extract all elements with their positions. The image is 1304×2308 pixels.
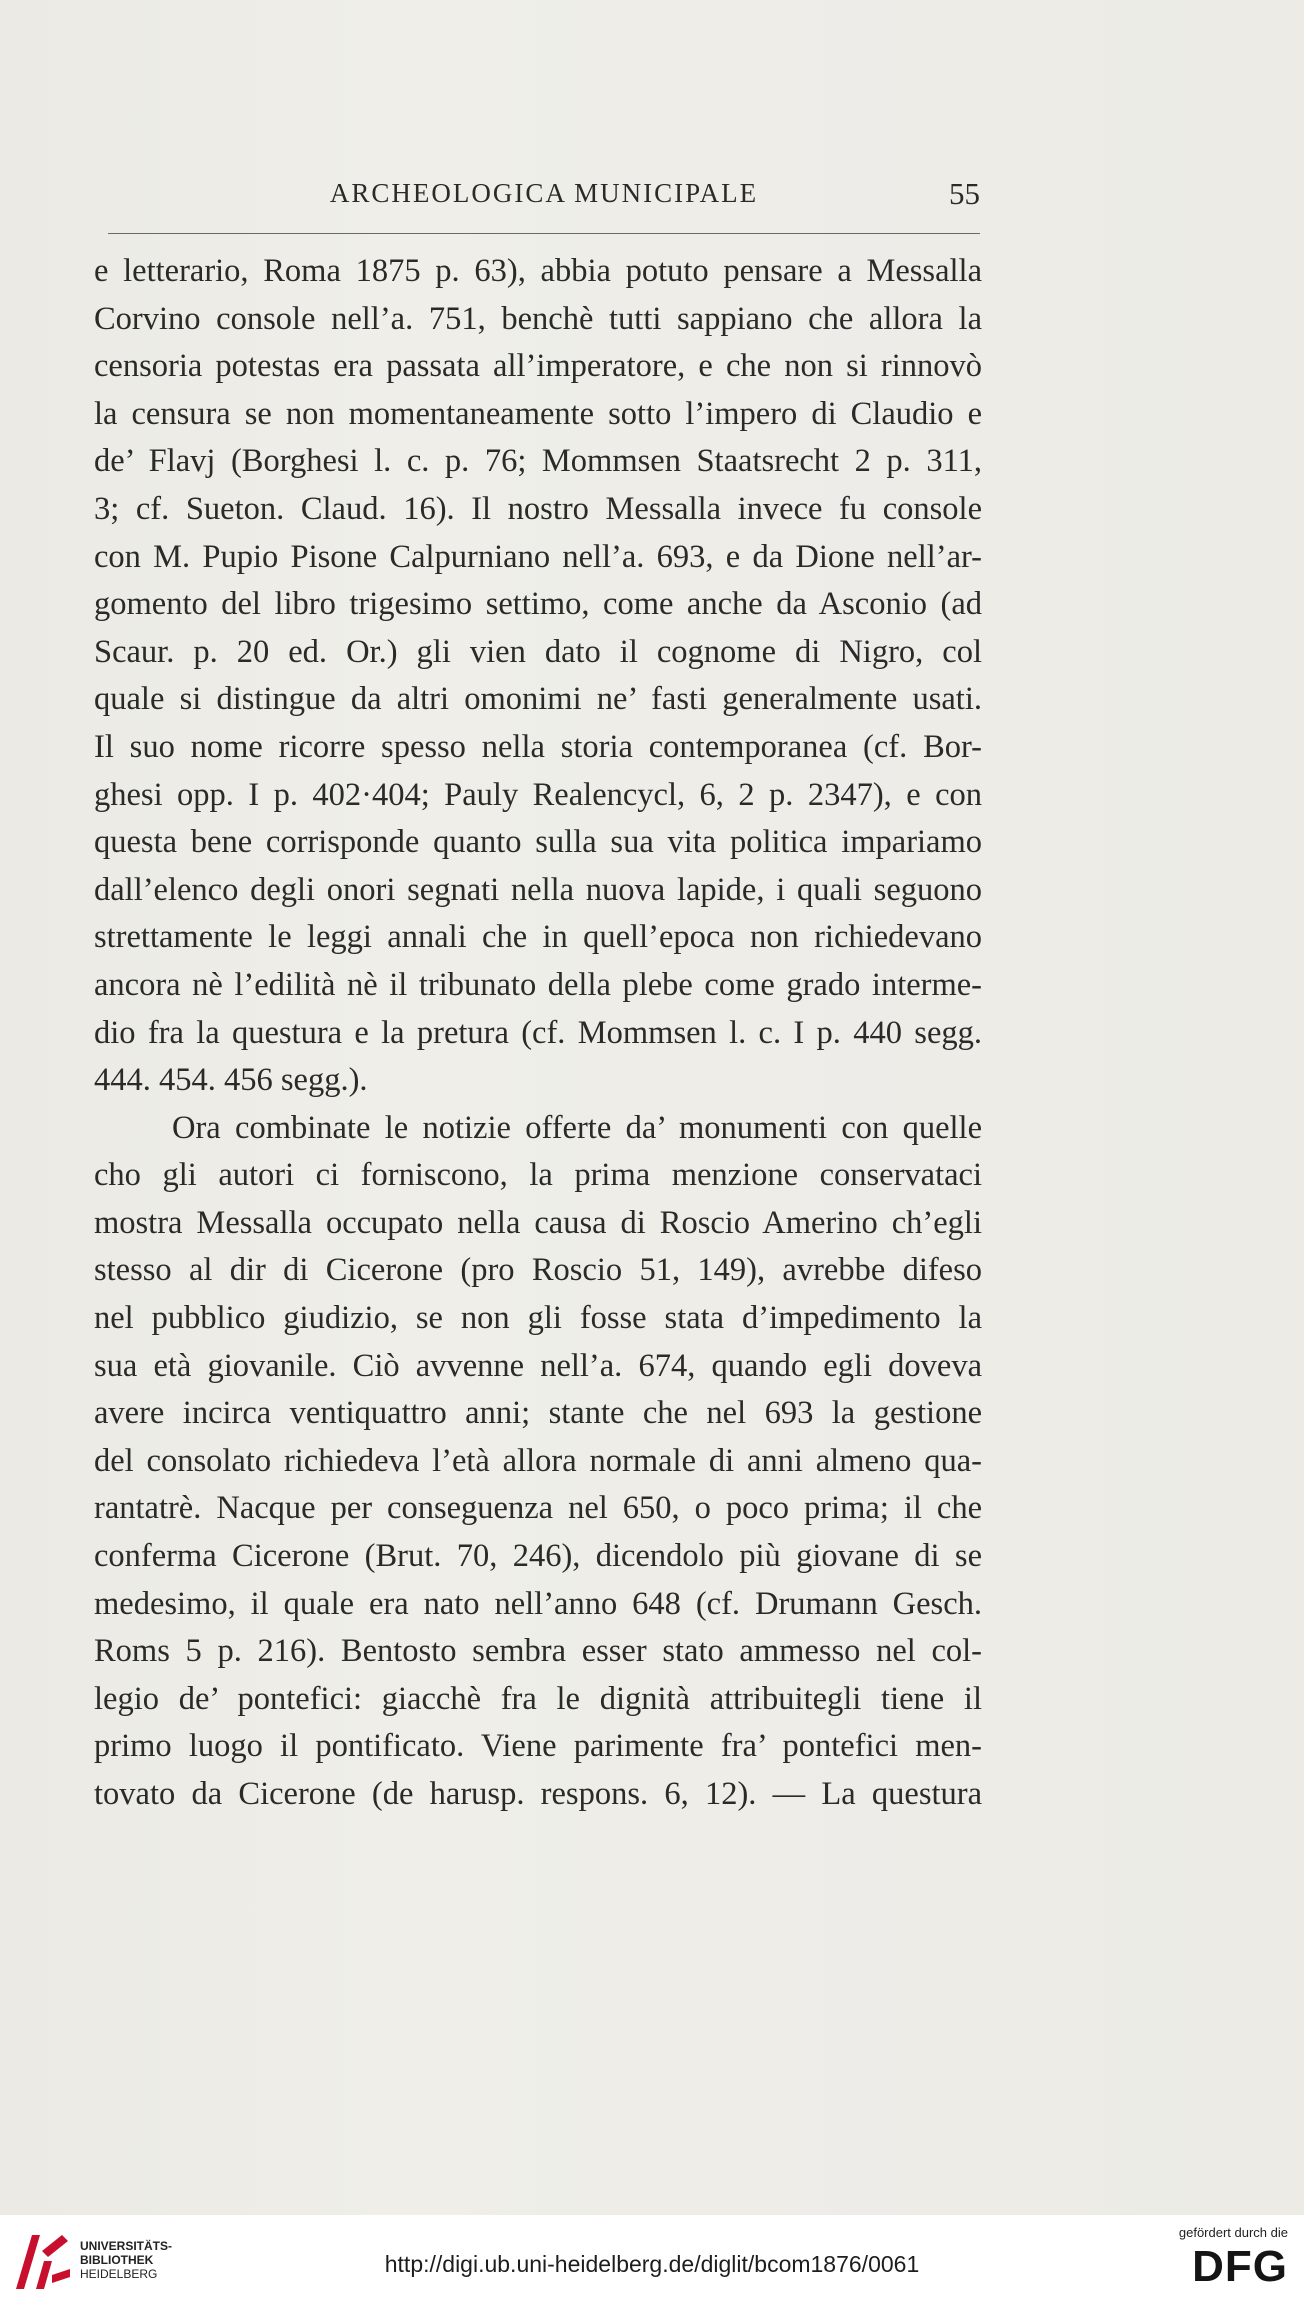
- text-line: quale si distingue da altri omonimi ne’ fasti generalmente usati.: [94, 681, 982, 718]
- text-line: 444. 454. 456 segg.).: [94, 1062, 368, 1099]
- text-line: ghesi opp. I p. 402·404; Pauly Realencycl, 6, 2 p. 2347), e con: [94, 776, 982, 813]
- text-line: conferma Cicerone (Brut. 70, 246), dicendolo più giovane di se: [94, 1538, 982, 1575]
- text-line: dio fra la questura e la pretura (cf. Mommsen l. c. I p. 440 segg.: [94, 1014, 982, 1051]
- text-line: mostra Messalla occupato nella causa di Roscio Amerino ch’egli: [94, 1204, 982, 1241]
- text-line: questa bene corrisponde quanto sulla sua vita politica impariamo: [94, 824, 982, 861]
- text-line: de’ Flavj (Borghesi l. c. p. 76; Mommsen Staatsrecht 2 p. 311,: [94, 443, 982, 480]
- text-line: censoria potestas era passata all’imperatore, e che non si rinnovò: [94, 348, 982, 385]
- text-line: nel pubblico giudizio, se non gli fosse stata d’impedimento la: [94, 1300, 982, 1337]
- text-line: legio de’ pontefici: giacchè fra le dignità attribuitegli tiene il: [94, 1680, 982, 1717]
- text-line: dall’elenco degli onori segnati nella nuova lapide, i quali seguono: [94, 871, 982, 908]
- text-line: Scaur. p. 20 ed. Or.) gli vien dato il cognome di Nigro, col: [94, 633, 982, 670]
- page-header: [108, 178, 980, 222]
- text-line: Il suo nome ricorre spesso nella storia contemporanea (cf. Bor-: [94, 728, 982, 765]
- text-line: del consolato richiedeva l’età allora normale di anni almeno qua-: [94, 1442, 982, 1479]
- permalink-url[interactable]: http://digi.ub.uni-heidelberg.de/diglit/bcom1876/0061: [384, 2251, 920, 2277]
- text-line: Ora combinate le notizie offerte da’ monumenti con quelle: [172, 1109, 982, 1146]
- text-line: stesso al dir di Cicerone (pro Roscio 51, 149), avrebbe difeso: [94, 1252, 982, 1289]
- text-line: Corvino console nell’a. 751, benchè tutti sappiano che allora la: [94, 300, 982, 337]
- funding-label: gefördert durch die: [1178, 2225, 1288, 2240]
- text-line: e letterario, Roma 1875 p. 63), abbia potuto pensare a Messalla: [94, 253, 982, 289]
- library-name-line: UNIVERSITÄTS-: [80, 2239, 173, 2253]
- page-number: 55: [949, 176, 980, 211]
- text-line: tovato da Cicerone (de harusp. respons. 6, 12). — La questura: [94, 1776, 982, 1812]
- text-line: sua età giovanile. Ciò avvenne nell’a. 674, quando egli doveva: [94, 1347, 982, 1384]
- text-line: Roms 5 p. 216). Bentosto sembra esser stato ammesso nel col-: [94, 1633, 982, 1670]
- running-title: ARCHEOLOGICA MUNICIPALE: [329, 178, 759, 208]
- text-line: gomento del libro trigesimo settimo, come anche da Asconio (ad: [94, 586, 982, 623]
- viewer-footer: [0, 2215, 1304, 2308]
- text-line: strettamente le leggi annali che in quell’epoca non richiedevano: [94, 919, 982, 956]
- text-line: medesimo, il quale era nato nell’anno 648 (cf. Drumann Gesch.: [94, 1585, 982, 1622]
- library-name-line: BIBLIOTHEK: [80, 2253, 154, 2267]
- text-line: cho gli autori ci forniscono, la prima menzione conservataci: [94, 1157, 982, 1194]
- text-line: rantatrè. Nacque per conseguenza nel 650, o poco prima; il che: [94, 1490, 982, 1527]
- body-text: [94, 248, 982, 1819]
- text-line: primo luogo il pontificato. Viene parimente fra’ pontefici men-: [94, 1728, 982, 1765]
- library-name-line: HEIDELBERG: [80, 2267, 158, 2281]
- text-line: ancora nè l’edilità nè il tribunato della plebe come grado interme-: [94, 966, 982, 1003]
- text-line: la censura se non momentaneamente sotto l’impero di Claudio e: [94, 395, 982, 432]
- text-line: con M. Pupio Pisone Calpurniano nell’a. 693, e da Dione nell’ar-: [94, 538, 982, 575]
- header-rule: [108, 233, 980, 234]
- dfg-logo-icon[interactable]: DFG: [1192, 2242, 1288, 2291]
- funding-credit: [1148, 2225, 1288, 2290]
- text-line: avere incirca ventiquattro anni; stante che nel 693 la gestione: [94, 1395, 982, 1432]
- text-line: 3; cf. Sueton. Claud. 16). Il nostro Messalla invece fu console: [94, 490, 982, 527]
